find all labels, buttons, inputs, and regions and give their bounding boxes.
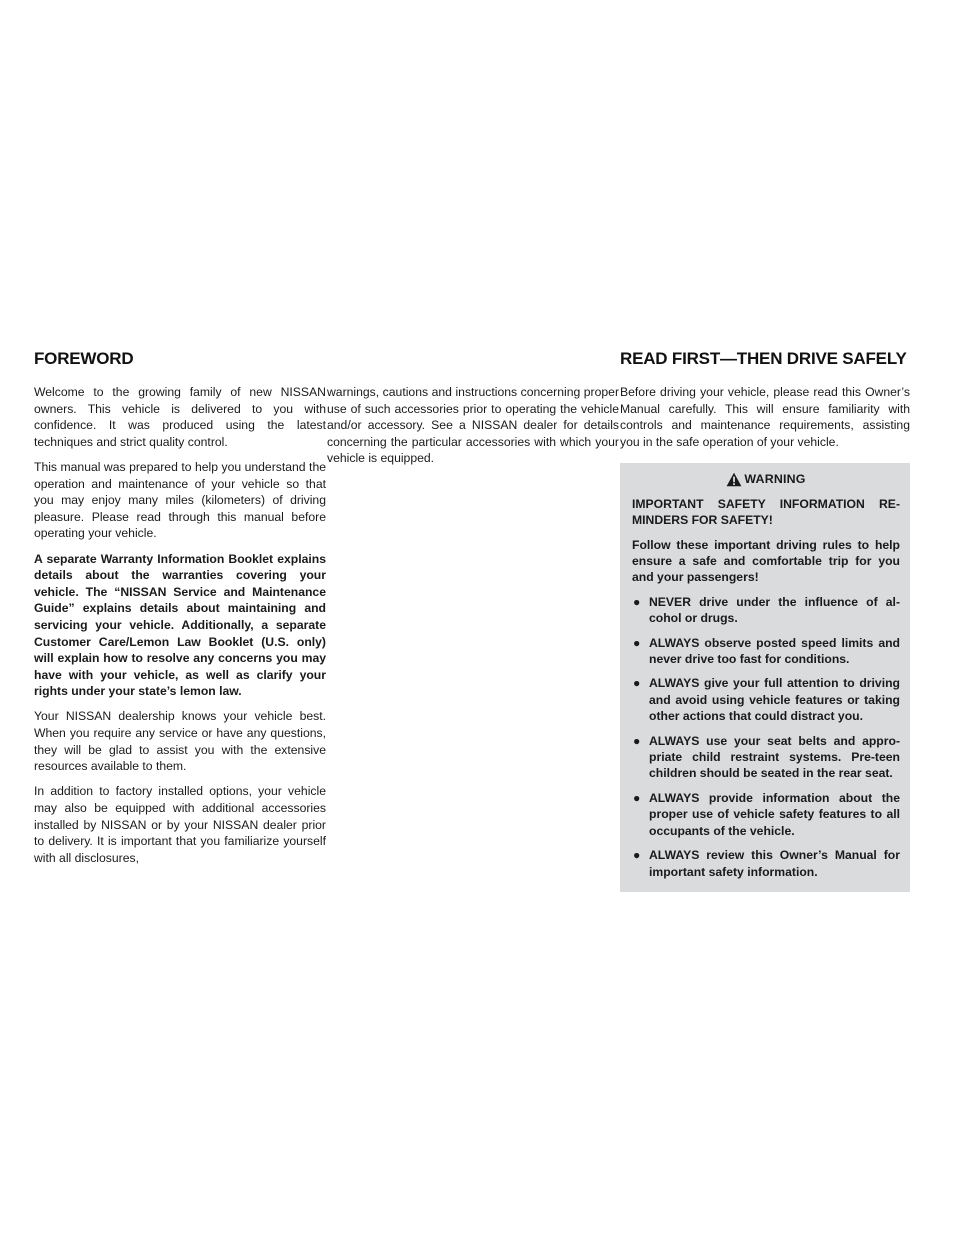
warning-item-text: ALWAYS observe posted speed limits and never drive too fast for conditions. <box>649 635 900 667</box>
warning-list-item <box>632 594 900 627</box>
read-first-heading: READ FIRST—THEN DRIVE SAFELY <box>620 349 907 368</box>
foreword-paragraph-manual: This manual was prepared to help you understand the operation and maintenance of your vehicle so that you may enjoy many miles (kilometers) of driving pleasure. Please read through this manual before operating your vehicle. <box>34 459 326 541</box>
bullet: ● <box>633 594 641 609</box>
foreword-heading: FOREWORD <box>34 349 134 368</box>
foreword-paragraph-welcome: Welcome to the growing family of new NISSAN owners. This vehicle is delivered to you with confidence. It was produced using the latest techniques and strict quality control. <box>34 385 326 449</box>
foreword-paragraph-continuation: warnings, cautions and instructions concerning proper use of such accessories prior to operating the vehicle and/or accessory. See a NISSAN dealer for details concerning the particular accessories with which your vehicle is equipped. <box>327 385 619 466</box>
warning-sub: Follow these important driving rules to help ensure a safe and comfortable trip for you and your passengers! <box>632 537 900 585</box>
warning-triangle-icon <box>726 472 742 487</box>
bullet: ● <box>633 790 641 805</box>
warning-list-item <box>632 847 900 880</box>
warning-title-text: WARNING <box>744 472 806 487</box>
read-first-intro: Before driving your vehicle, please read this Owner’s Manual carefully. This will ensure familiarity with controls and maintenance requirements, assisting you in the safe operation of your vehicle. <box>620 385 910 449</box>
warning-lead: IMPORTANT SAFETY INFORMATION REMINDERS FOR SAFETY! <box>632 496 900 528</box>
warning-item-text: ALWAYS provide information about the proper use of vehicle safety features to all occupants of the vehicle. <box>649 790 900 838</box>
foreword-column-2 <box>327 384 619 476</box>
bullet: ● <box>633 676 641 691</box>
warning-list-item <box>632 790 900 839</box>
warning-list <box>632 594 900 880</box>
warning-item-text: ALWAYS give your full attention to driving and avoid using vehicle features or taking other actions that could distract you. <box>649 676 900 724</box>
warning-item-text: ALWAYS review this Owner’s Manual for important safety information. <box>649 848 900 879</box>
foreword-paragraph-accessories: In addition to factory installed options, your vehicle may also be equipped with additional accessories installed by NISSAN or by your NISSAN dealer prior to delivery. It is important that you familiarize yourself with all disclosures, <box>34 784 326 865</box>
foreword-paragraph-warranty: A separate Warranty Information Booklet explains details about the warranties covering your vehicle. The “NISSAN Service and Maintenance Guide” explains details about maintaining and servicing your vehicle. Additionally, a separate Customer Care/Lemon Law Booklet (U.S. only) will explain how to resolve any concerns you may have with your vehicle, as well as clarify your rights under your state’s lemon law. <box>34 551 326 699</box>
read-first-column <box>620 384 910 892</box>
warning-item-text: ALWAYS use your seat belts and appropriate child restraint systems. Pre-teen children should be seated in the rear seat. <box>649 733 900 781</box>
warning-title <box>632 463 900 495</box>
foreword-column-1 <box>34 384 326 875</box>
bullet: ● <box>633 848 641 863</box>
warning-box <box>620 463 910 892</box>
warning-list-item <box>632 733 900 782</box>
bullet: ● <box>633 635 641 650</box>
warning-list-item <box>632 635 900 668</box>
warning-item-text: NEVER drive under the influence of alcohol or drugs. <box>649 594 900 626</box>
foreword-paragraph-dealership: Your NISSAN dealership knows your vehicle best. When you require any service or have any questions, they will be glad to assist you with the extensive resources available to them. <box>34 709 326 774</box>
warning-list-item <box>632 675 900 724</box>
bullet: ● <box>633 733 641 748</box>
